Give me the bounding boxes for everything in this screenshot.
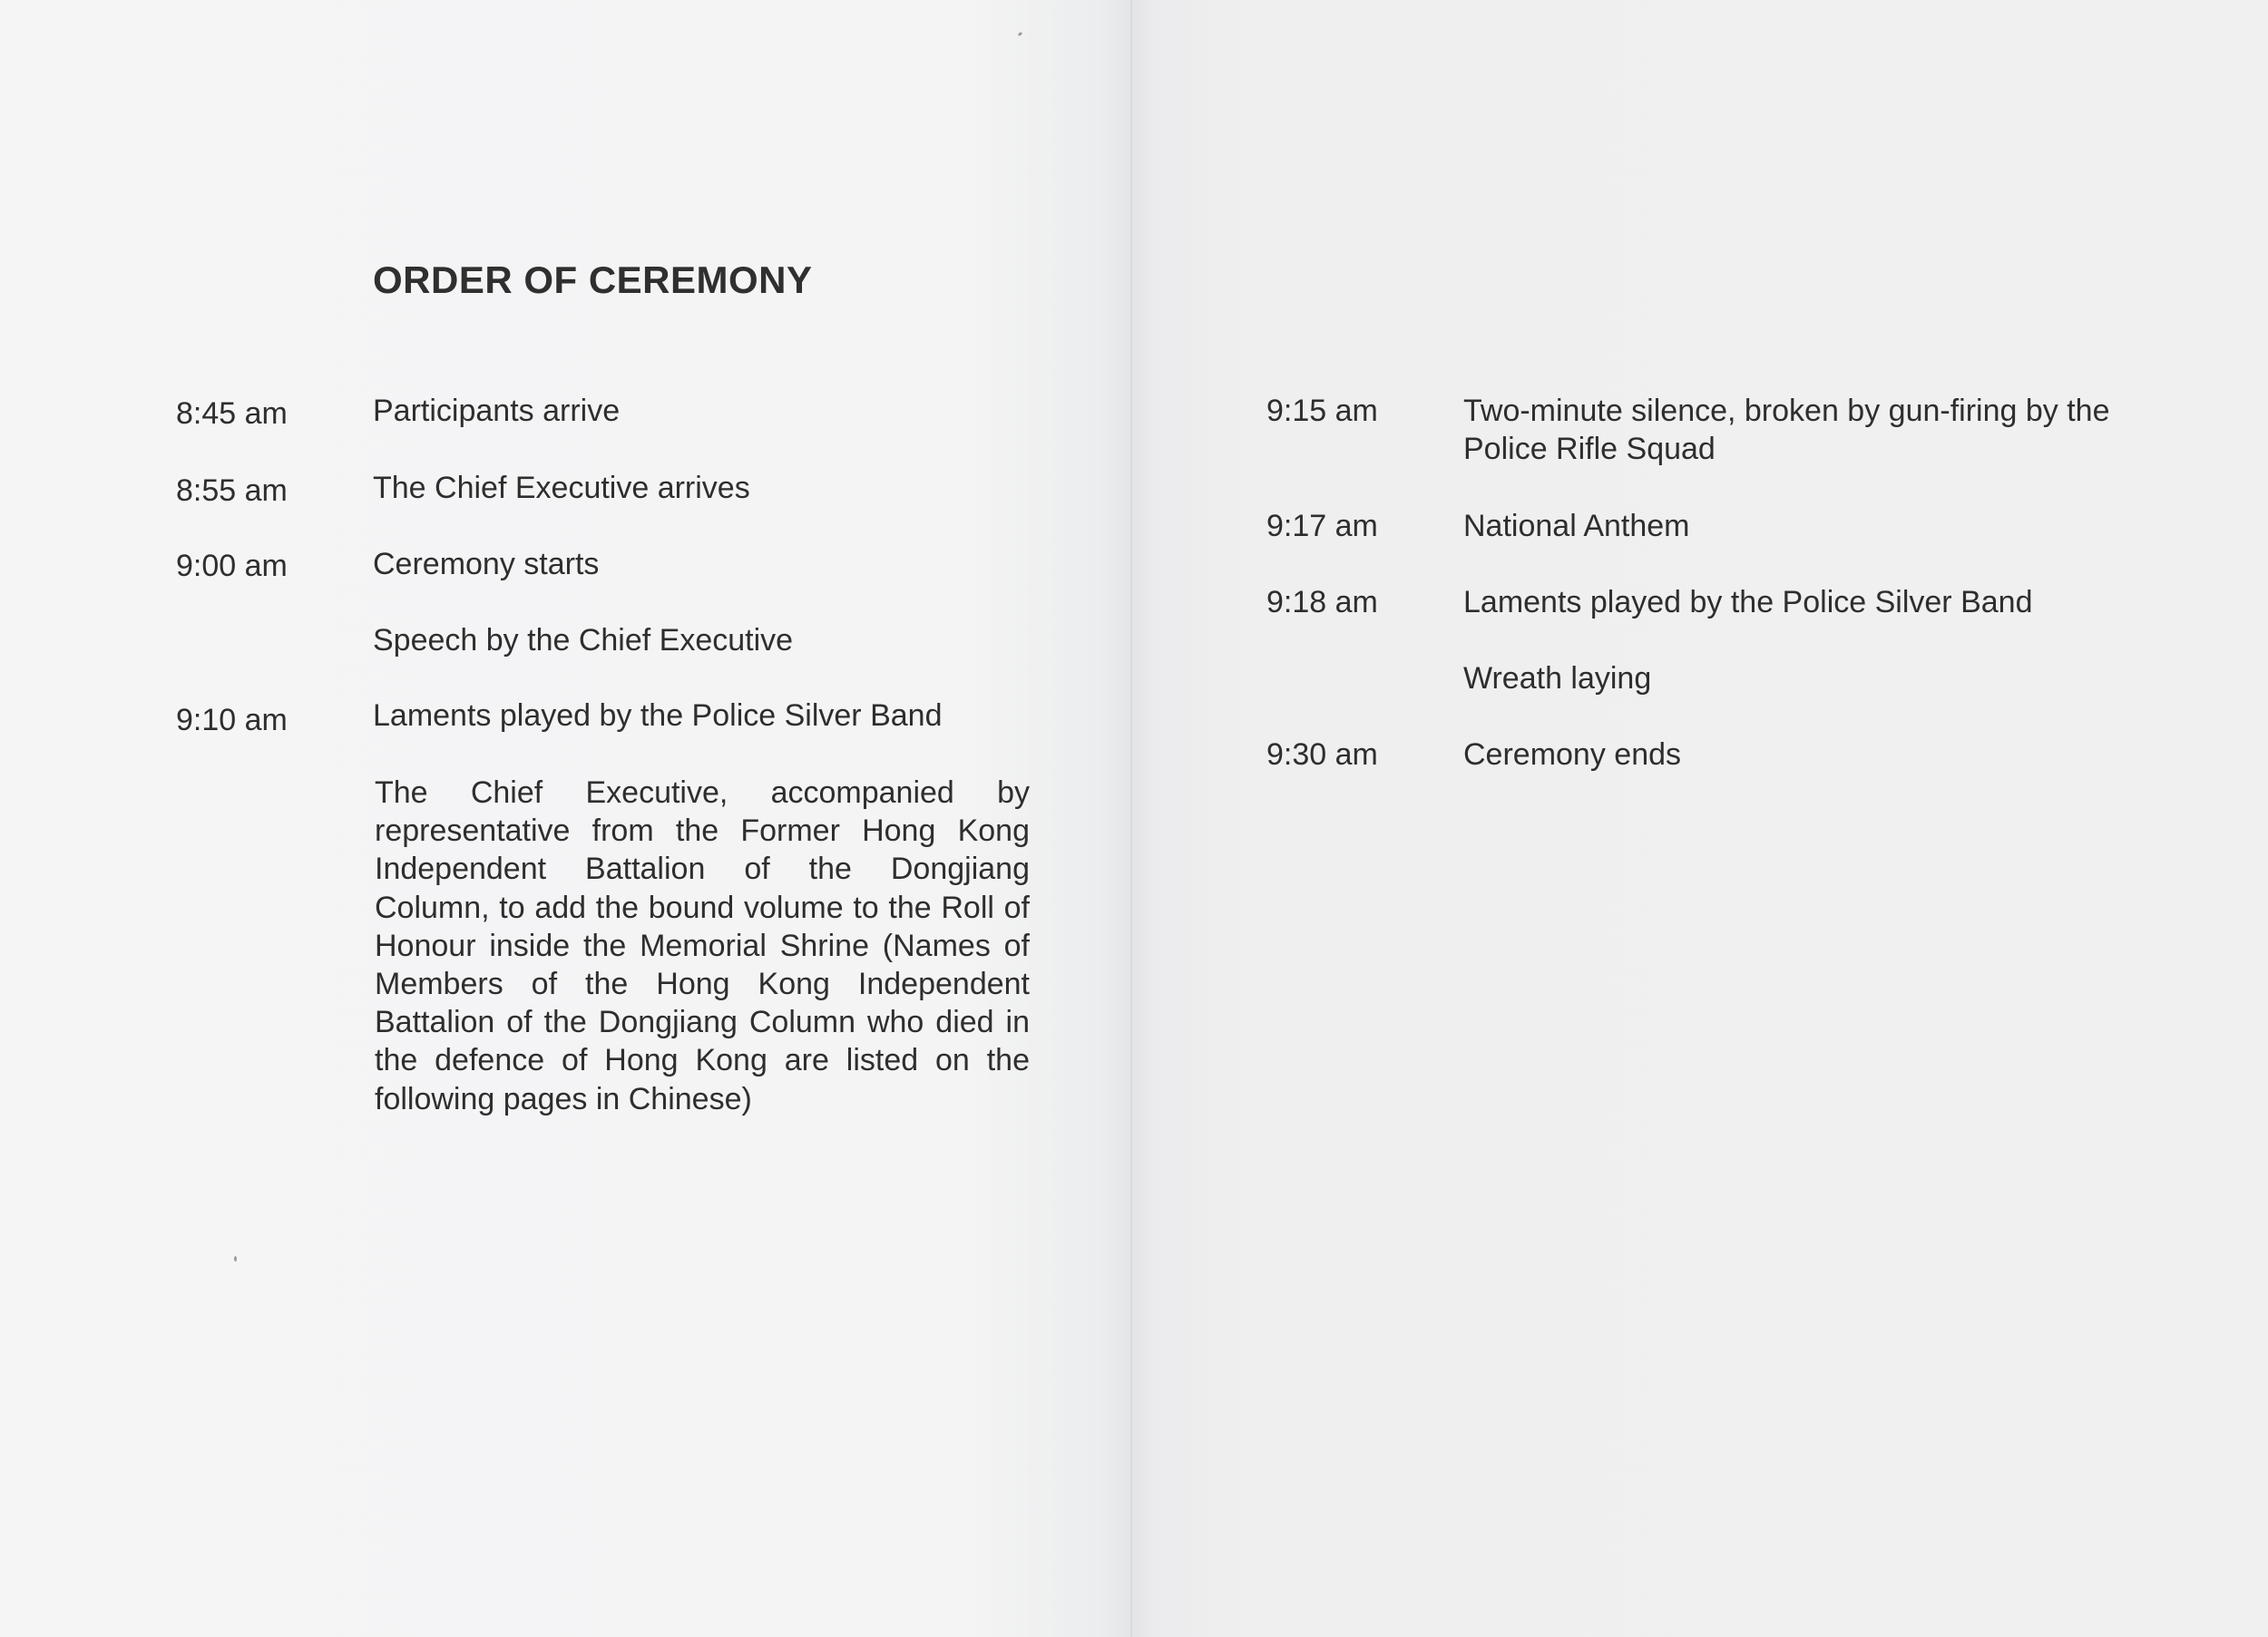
programme-item: Participants arrive xyxy=(373,394,621,428)
programme-item: Ceremony starts xyxy=(373,547,600,581)
left-page xyxy=(0,0,1132,1637)
paper-speck xyxy=(1018,32,1023,36)
time-label: 9:15 am xyxy=(1266,394,1378,428)
programme-item: Two-minute silence, broken by gun-firing by the Police Rifle Squad xyxy=(1463,394,2110,466)
time-label: 8:55 am xyxy=(176,473,288,508)
time-label: 9:30 am xyxy=(1266,737,1378,772)
programme-item: Laments played by the Police Silver Band xyxy=(1463,585,2033,619)
programme-item: Laments played by the Police Silver Band xyxy=(373,698,943,733)
right-page xyxy=(1132,0,2268,1637)
programme-item: The Chief Executive arrives xyxy=(373,471,750,505)
time-label: 9:10 am xyxy=(176,703,288,737)
time-label: 8:45 am xyxy=(176,396,288,431)
page-title: ORDER OF CEREMONY xyxy=(373,258,813,301)
programme-item: National Anthem xyxy=(1463,509,1690,543)
time-label: 9:00 am xyxy=(176,549,288,583)
paper-speck xyxy=(234,1256,237,1262)
time-label: 9:17 am xyxy=(1266,509,1378,543)
programme-paragraph: The Chief Executive, accompanied by representative from the Former Hong Kong Independent Battalion of the Dongjiang Column, to add the bound volume to the Roll of Honour inside the Memorial Shrine (Names of Members of the Hong Kong Independent Battalion of the Dongjiang Column who died in the defence of Hong Kong are listed on the following pages in Chinese) xyxy=(375,775,1030,1116)
time-label: 9:18 am xyxy=(1266,585,1378,619)
programme-item: Wreath laying xyxy=(1463,661,1652,696)
programme-item: Ceremony ends xyxy=(1463,737,1682,772)
programme-item: Speech by the Chief Executive xyxy=(373,623,794,658)
